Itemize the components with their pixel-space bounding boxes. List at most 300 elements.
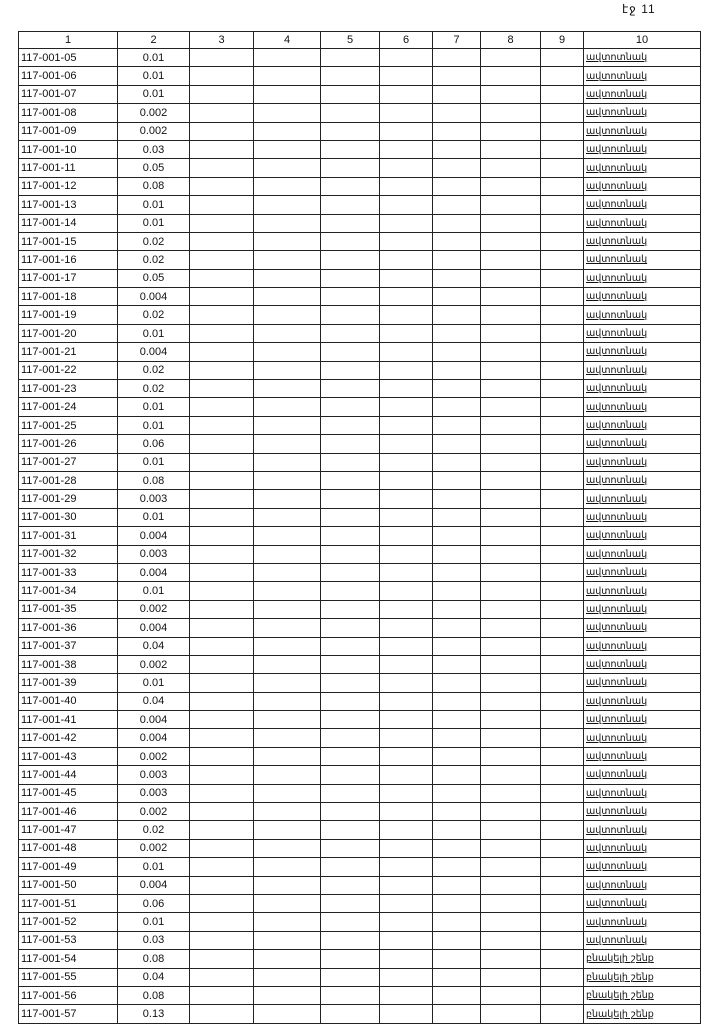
- table-row: [19, 196, 701, 214]
- empty-cell-col-4: [254, 269, 321, 287]
- empty-cell-col-3: [190, 398, 254, 416]
- parcel-code: 117-001-36: [19, 619, 118, 637]
- empty-cell-col-7: [433, 674, 481, 692]
- empty-cell-col-7: [433, 582, 481, 600]
- purpose: ավտոտնակ: [584, 931, 701, 949]
- empty-cell-col-8: [481, 582, 541, 600]
- purpose: ավտոտնակ: [584, 196, 701, 214]
- empty-cell-col-6: [380, 839, 433, 857]
- table-row: [19, 324, 701, 342]
- area-value: 0.004: [118, 288, 190, 306]
- parcel-code: 117-001-54: [19, 950, 118, 968]
- empty-cell-col-8: [481, 435, 541, 453]
- empty-cell-col-6: [380, 674, 433, 692]
- empty-cell-col-6: [380, 490, 433, 508]
- empty-cell-col-5: [321, 711, 380, 729]
- empty-cell-col-3: [190, 361, 254, 379]
- area-value: 0.01: [118, 674, 190, 692]
- empty-cell-col-5: [321, 968, 380, 986]
- column-header-9: 9: [541, 32, 584, 49]
- table-row: [19, 85, 701, 103]
- table-row: [19, 288, 701, 306]
- empty-cell-col-4: [254, 288, 321, 306]
- empty-cell-col-7: [433, 563, 481, 581]
- empty-cell-col-8: [481, 527, 541, 545]
- empty-cell-col-4: [254, 196, 321, 214]
- empty-cell-col-3: [190, 545, 254, 563]
- empty-cell-col-7: [433, 784, 481, 802]
- table-row: [19, 545, 701, 563]
- empty-cell-col-9: [541, 563, 584, 581]
- empty-cell-col-7: [433, 968, 481, 986]
- empty-cell-col-5: [321, 104, 380, 122]
- empty-cell-col-8: [481, 85, 541, 103]
- purpose: ավտոտնակ: [584, 49, 701, 67]
- table-row: [19, 674, 701, 692]
- empty-cell-col-3: [190, 729, 254, 747]
- table-row: [19, 950, 701, 968]
- empty-cell-col-9: [541, 251, 584, 269]
- empty-cell-col-4: [254, 527, 321, 545]
- empty-cell-col-5: [321, 858, 380, 876]
- empty-cell-col-9: [541, 416, 584, 434]
- empty-cell-col-3: [190, 269, 254, 287]
- empty-cell-col-3: [190, 343, 254, 361]
- empty-cell-col-4: [254, 619, 321, 637]
- parcel-code: 117-001-41: [19, 711, 118, 729]
- table-row: [19, 747, 701, 765]
- empty-cell-col-7: [433, 711, 481, 729]
- empty-cell-col-8: [481, 67, 541, 85]
- area-value: 0.004: [118, 619, 190, 637]
- parcel-code: 117-001-27: [19, 453, 118, 471]
- empty-cell-col-5: [321, 196, 380, 214]
- area-value: 0.02: [118, 232, 190, 250]
- empty-cell-col-6: [380, 766, 433, 784]
- empty-cell-col-3: [190, 931, 254, 949]
- empty-cell-col-6: [380, 49, 433, 67]
- empty-cell-col-6: [380, 398, 433, 416]
- empty-cell-col-7: [433, 839, 481, 857]
- empty-cell-col-3: [190, 232, 254, 250]
- empty-cell-col-3: [190, 674, 254, 692]
- area-value: 0.01: [118, 453, 190, 471]
- empty-cell-col-6: [380, 214, 433, 232]
- purpose: ավտոտնակ: [584, 821, 701, 839]
- empty-cell-col-6: [380, 85, 433, 103]
- empty-cell-col-8: [481, 288, 541, 306]
- parcel-code: 117-001-57: [19, 1005, 118, 1023]
- empty-cell-col-6: [380, 858, 433, 876]
- empty-cell-col-5: [321, 251, 380, 269]
- empty-cell-col-5: [321, 582, 380, 600]
- empty-cell-col-6: [380, 435, 433, 453]
- area-value: 0.002: [118, 600, 190, 618]
- empty-cell-col-5: [321, 453, 380, 471]
- purpose: ավտոտնակ: [584, 67, 701, 85]
- empty-cell-col-9: [541, 490, 584, 508]
- empty-cell-col-9: [541, 104, 584, 122]
- table-row: [19, 471, 701, 489]
- area-value: 0.004: [118, 729, 190, 747]
- empty-cell-col-8: [481, 784, 541, 802]
- area-value: 0.002: [118, 655, 190, 673]
- empty-cell-col-8: [481, 747, 541, 765]
- table-row: [19, 398, 701, 416]
- purpose: ավտոտնակ: [584, 692, 701, 710]
- empty-cell-col-3: [190, 711, 254, 729]
- empty-cell-col-9: [541, 453, 584, 471]
- empty-cell-col-9: [541, 913, 584, 931]
- area-value: 0.004: [118, 711, 190, 729]
- empty-cell-col-7: [433, 766, 481, 784]
- empty-cell-col-3: [190, 508, 254, 526]
- area-value: 0.13: [118, 1005, 190, 1023]
- empty-cell-col-4: [254, 931, 321, 949]
- area-value: 0.01: [118, 85, 190, 103]
- empty-cell-col-8: [481, 711, 541, 729]
- purpose: ավտոտնակ: [584, 784, 701, 802]
- empty-cell-col-5: [321, 122, 380, 140]
- purpose: ավտոտնակ: [584, 177, 701, 195]
- empty-cell-col-3: [190, 637, 254, 655]
- empty-cell-col-4: [254, 49, 321, 67]
- area-value: 0.03: [118, 931, 190, 949]
- empty-cell-col-3: [190, 619, 254, 637]
- empty-cell-col-9: [541, 122, 584, 140]
- empty-cell-col-6: [380, 527, 433, 545]
- area-value: 0.01: [118, 398, 190, 416]
- empty-cell-col-8: [481, 453, 541, 471]
- empty-cell-col-7: [433, 692, 481, 710]
- empty-cell-col-8: [481, 876, 541, 894]
- area-value: 0.002: [118, 747, 190, 765]
- parcel-code: 117-001-20: [19, 324, 118, 342]
- empty-cell-col-7: [433, 251, 481, 269]
- area-value: 0.01: [118, 508, 190, 526]
- empty-cell-col-3: [190, 471, 254, 489]
- empty-cell-col-3: [190, 655, 254, 673]
- empty-cell-col-8: [481, 821, 541, 839]
- area-value: 0.06: [118, 435, 190, 453]
- purpose: ավտոտնակ: [584, 471, 701, 489]
- empty-cell-col-9: [541, 858, 584, 876]
- table-row: [19, 508, 701, 526]
- table-row: [19, 582, 701, 600]
- empty-cell-col-8: [481, 986, 541, 1004]
- purpose: ավտոտնակ: [584, 251, 701, 269]
- empty-cell-col-8: [481, 251, 541, 269]
- empty-cell-col-3: [190, 527, 254, 545]
- empty-cell-col-3: [190, 803, 254, 821]
- empty-cell-col-5: [321, 343, 380, 361]
- empty-cell-col-9: [541, 361, 584, 379]
- empty-cell-col-4: [254, 747, 321, 765]
- parcel-code: 117-001-42: [19, 729, 118, 747]
- empty-cell-col-4: [254, 85, 321, 103]
- empty-cell-col-8: [481, 619, 541, 637]
- parcel-code: 117-001-40: [19, 692, 118, 710]
- column-header-6: 6: [380, 32, 433, 49]
- empty-cell-col-5: [321, 784, 380, 802]
- empty-cell-col-6: [380, 251, 433, 269]
- empty-cell-col-3: [190, 600, 254, 618]
- empty-cell-col-8: [481, 913, 541, 931]
- empty-cell-col-6: [380, 803, 433, 821]
- empty-cell-col-7: [433, 655, 481, 673]
- purpose: ավտոտնակ: [584, 600, 701, 618]
- empty-cell-col-6: [380, 471, 433, 489]
- empty-cell-col-3: [190, 876, 254, 894]
- empty-cell-col-4: [254, 159, 321, 177]
- empty-cell-col-9: [541, 232, 584, 250]
- parcel-code: 117-001-05: [19, 49, 118, 67]
- empty-cell-col-7: [433, 416, 481, 434]
- empty-cell-col-5: [321, 49, 380, 67]
- purpose: ավտոտնակ: [584, 545, 701, 563]
- empty-cell-col-5: [321, 821, 380, 839]
- empty-cell-col-6: [380, 619, 433, 637]
- empty-cell-col-4: [254, 563, 321, 581]
- header-row: [19, 32, 701, 49]
- empty-cell-col-4: [254, 416, 321, 434]
- table-row: [19, 766, 701, 784]
- area-value: 0.01: [118, 214, 190, 232]
- empty-cell-col-8: [481, 803, 541, 821]
- empty-cell-col-9: [541, 49, 584, 67]
- purpose: ավտոտնակ: [584, 711, 701, 729]
- purpose: ավտոտնակ: [584, 563, 701, 581]
- parcel-code: 117-001-12: [19, 177, 118, 195]
- empty-cell-col-6: [380, 655, 433, 673]
- parcel-code: 117-001-17: [19, 269, 118, 287]
- area-value: 0.003: [118, 766, 190, 784]
- empty-cell-col-3: [190, 784, 254, 802]
- empty-cell-col-3: [190, 563, 254, 581]
- empty-cell-col-5: [321, 306, 380, 324]
- empty-cell-col-6: [380, 232, 433, 250]
- empty-cell-col-9: [541, 288, 584, 306]
- empty-cell-col-5: [321, 214, 380, 232]
- table-row: [19, 269, 701, 287]
- empty-cell-col-4: [254, 692, 321, 710]
- empty-cell-col-8: [481, 380, 541, 398]
- purpose: ավտոտնակ: [584, 839, 701, 857]
- empty-cell-col-3: [190, 453, 254, 471]
- empty-cell-col-6: [380, 159, 433, 177]
- empty-cell-col-8: [481, 563, 541, 581]
- empty-cell-col-9: [541, 931, 584, 949]
- table-row: [19, 839, 701, 857]
- purpose: ավտոտնակ: [584, 655, 701, 673]
- data-table: [18, 31, 701, 1024]
- empty-cell-col-7: [433, 269, 481, 287]
- empty-cell-col-7: [433, 177, 481, 195]
- empty-cell-col-9: [541, 711, 584, 729]
- empty-cell-col-3: [190, 858, 254, 876]
- empty-cell-col-9: [541, 766, 584, 784]
- empty-cell-col-4: [254, 839, 321, 857]
- empty-cell-col-4: [254, 986, 321, 1004]
- empty-cell-col-9: [541, 674, 584, 692]
- area-value: 0.08: [118, 177, 190, 195]
- empty-cell-col-8: [481, 729, 541, 747]
- empty-cell-col-6: [380, 140, 433, 158]
- area-value: 0.01: [118, 196, 190, 214]
- empty-cell-col-7: [433, 361, 481, 379]
- empty-cell-col-9: [541, 894, 584, 912]
- empty-cell-col-9: [541, 655, 584, 673]
- empty-cell-col-3: [190, 214, 254, 232]
- purpose: ավտոտնակ: [584, 582, 701, 600]
- empty-cell-col-8: [481, 306, 541, 324]
- table-row: [19, 232, 701, 250]
- parcel-code: 117-001-39: [19, 674, 118, 692]
- empty-cell-col-6: [380, 508, 433, 526]
- parcel-code: 117-001-34: [19, 582, 118, 600]
- area-value: 0.03: [118, 140, 190, 158]
- empty-cell-col-3: [190, 122, 254, 140]
- parcel-code: 117-001-33: [19, 563, 118, 581]
- empty-cell-col-6: [380, 104, 433, 122]
- empty-cell-col-9: [541, 950, 584, 968]
- empty-cell-col-6: [380, 968, 433, 986]
- empty-cell-col-3: [190, 1005, 254, 1023]
- parcel-code: 117-001-24: [19, 398, 118, 416]
- empty-cell-col-3: [190, 159, 254, 177]
- area-value: 0.003: [118, 545, 190, 563]
- table-row: [19, 821, 701, 839]
- empty-cell-col-6: [380, 913, 433, 931]
- table-row: [19, 711, 701, 729]
- area-value: 0.004: [118, 876, 190, 894]
- empty-cell-col-5: [321, 159, 380, 177]
- area-value: 0.02: [118, 306, 190, 324]
- empty-cell-col-8: [481, 416, 541, 434]
- empty-cell-col-5: [321, 986, 380, 1004]
- empty-cell-col-3: [190, 950, 254, 968]
- purpose: ավտոտնակ: [584, 104, 701, 122]
- empty-cell-col-8: [481, 159, 541, 177]
- parcel-code: 117-001-32: [19, 545, 118, 563]
- area-value: 0.02: [118, 251, 190, 269]
- purpose: ավտոտնակ: [584, 527, 701, 545]
- empty-cell-col-4: [254, 968, 321, 986]
- empty-cell-col-7: [433, 931, 481, 949]
- empty-cell-col-6: [380, 269, 433, 287]
- empty-cell-col-9: [541, 435, 584, 453]
- parcel-code: 117-001-52: [19, 913, 118, 931]
- empty-cell-col-3: [190, 380, 254, 398]
- empty-cell-col-7: [433, 288, 481, 306]
- parcel-code: 117-001-49: [19, 858, 118, 876]
- purpose: ավտոտնակ: [584, 913, 701, 931]
- column-header-5: 5: [321, 32, 380, 49]
- empty-cell-col-4: [254, 784, 321, 802]
- empty-cell-col-3: [190, 324, 254, 342]
- empty-cell-col-9: [541, 140, 584, 158]
- empty-cell-col-5: [321, 692, 380, 710]
- empty-cell-col-9: [541, 637, 584, 655]
- empty-cell-col-7: [433, 619, 481, 637]
- empty-cell-col-9: [541, 1005, 584, 1023]
- area-value: 0.05: [118, 269, 190, 287]
- empty-cell-col-9: [541, 619, 584, 637]
- parcel-code: 117-001-53: [19, 931, 118, 949]
- empty-cell-col-9: [541, 821, 584, 839]
- parcel-code: 117-001-48: [19, 839, 118, 857]
- empty-cell-col-9: [541, 177, 584, 195]
- column-header-1: 1: [19, 32, 118, 49]
- empty-cell-col-4: [254, 545, 321, 563]
- empty-cell-col-6: [380, 692, 433, 710]
- empty-cell-col-5: [321, 508, 380, 526]
- empty-cell-col-8: [481, 471, 541, 489]
- empty-cell-col-7: [433, 306, 481, 324]
- empty-cell-col-6: [380, 729, 433, 747]
- area-value: 0.004: [118, 563, 190, 581]
- empty-cell-col-4: [254, 600, 321, 618]
- purpose: ավտոտնակ: [584, 306, 701, 324]
- area-value: 0.01: [118, 582, 190, 600]
- area-value: 0.02: [118, 361, 190, 379]
- empty-cell-col-9: [541, 747, 584, 765]
- purpose: ավտոտնակ: [584, 140, 701, 158]
- empty-cell-col-7: [433, 545, 481, 563]
- empty-cell-col-7: [433, 729, 481, 747]
- empty-cell-col-9: [541, 784, 584, 802]
- purpose: ավտոտնակ: [584, 122, 701, 140]
- empty-cell-col-4: [254, 343, 321, 361]
- parcel-code: 117-001-06: [19, 67, 118, 85]
- empty-cell-col-9: [541, 803, 584, 821]
- parcel-code: 117-001-28: [19, 471, 118, 489]
- empty-cell-col-7: [433, 104, 481, 122]
- empty-cell-col-9: [541, 159, 584, 177]
- empty-cell-col-5: [321, 85, 380, 103]
- empty-cell-col-7: [433, 453, 481, 471]
- column-header-7: 7: [433, 32, 481, 49]
- empty-cell-col-3: [190, 968, 254, 986]
- parcel-code: 117-001-09: [19, 122, 118, 140]
- purpose: բնակելի շենք: [584, 968, 701, 986]
- purpose: ավտոտնակ: [584, 269, 701, 287]
- purpose: ավտոտնակ: [584, 729, 701, 747]
- empty-cell-col-7: [433, 471, 481, 489]
- empty-cell-col-7: [433, 490, 481, 508]
- parcel-code: 117-001-14: [19, 214, 118, 232]
- empty-cell-col-8: [481, 692, 541, 710]
- parcel-code: 117-001-25: [19, 416, 118, 434]
- empty-cell-col-4: [254, 803, 321, 821]
- area-value: 0.002: [118, 803, 190, 821]
- table-row: [19, 876, 701, 894]
- area-value: 0.08: [118, 471, 190, 489]
- area-value: 0.01: [118, 49, 190, 67]
- table-row: [19, 140, 701, 158]
- parcel-code: 117-001-29: [19, 490, 118, 508]
- empty-cell-col-5: [321, 619, 380, 637]
- empty-cell-col-5: [321, 416, 380, 434]
- empty-cell-col-8: [481, 104, 541, 122]
- empty-cell-col-4: [254, 214, 321, 232]
- empty-cell-col-4: [254, 655, 321, 673]
- parcel-code: 117-001-13: [19, 196, 118, 214]
- empty-cell-col-8: [481, 140, 541, 158]
- area-value: 0.01: [118, 913, 190, 931]
- table-row: [19, 490, 701, 508]
- empty-cell-col-8: [481, 508, 541, 526]
